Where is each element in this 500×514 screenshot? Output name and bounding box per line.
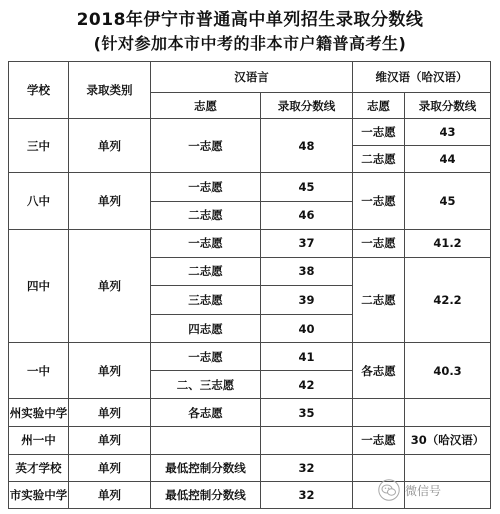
han-score-cell: 40: [261, 315, 353, 343]
category-cell: 单列: [69, 426, 151, 454]
han-score-cell: 41: [261, 343, 353, 371]
header-uyghur: 维汉语（哈汉语）: [353, 62, 491, 93]
han-wish-cell: [151, 426, 261, 454]
school-cell: 八中: [9, 173, 69, 229]
han-score-cell: 39: [261, 285, 353, 314]
han-score-cell: 48: [261, 119, 353, 173]
uy-wish-cell: 一志愿: [353, 426, 405, 454]
han-score-cell: 37: [261, 229, 353, 257]
han-score-cell: 35: [261, 399, 353, 426]
table-row: [9, 399, 491, 426]
school-cell: 三中: [9, 119, 69, 173]
table-row: [9, 229, 491, 257]
category-cell: 单列: [69, 173, 151, 229]
han-wish-cell: 二、三志愿: [151, 371, 261, 399]
header-han: 汉语言: [151, 62, 353, 93]
uy-wish-cell: 一志愿: [353, 229, 405, 257]
han-wish-cell: 一志愿: [151, 343, 261, 371]
uy-score-cell: 41.2: [405, 229, 491, 257]
school-cell: 州一中: [9, 426, 69, 454]
uy-wish-cell: 二志愿: [353, 257, 405, 342]
han-wish-cell: 四志愿: [151, 315, 261, 343]
uy-wish-cell: 一志愿: [353, 173, 405, 229]
uy-wish-cell: 一志愿: [353, 119, 405, 146]
category-cell: 单列: [69, 343, 151, 399]
wechat-icon: [378, 479, 400, 501]
school-cell: 州实验中学: [9, 399, 69, 426]
uy-score-cell: 43: [405, 119, 491, 146]
han-wish-cell: 二志愿: [151, 201, 261, 229]
uy-wish-cell: [353, 399, 405, 426]
page-subtitle: (针对参加本市中考的非本市户籍普高考生): [93, 34, 407, 53]
han-score-cell: 32: [261, 481, 353, 508]
table-row: [9, 343, 491, 371]
watermark-text: 微信号: [405, 483, 442, 498]
han-score-cell: [261, 426, 353, 454]
uy-score-cell: 42.2: [405, 257, 491, 342]
school-cell: 市实验中学: [9, 481, 69, 508]
cutoff-table: [8, 61, 491, 509]
header-uy-wish: 志愿: [353, 93, 405, 119]
han-score-cell: 42: [261, 371, 353, 399]
uy-score-cell: 45: [405, 173, 491, 229]
han-wish-cell: 一志愿: [151, 173, 261, 201]
wechat-watermark: [378, 478, 441, 502]
han-score-cell: 38: [261, 257, 353, 285]
uy-score-cell: 30（哈汉语）: [405, 426, 491, 454]
school-cell: 一中: [9, 343, 69, 399]
uy-wish-cell: 各志愿: [353, 343, 405, 399]
category-cell: 单列: [69, 229, 151, 343]
han-wish-cell: 一志愿: [151, 119, 261, 173]
uy-wish-cell: 二志愿: [353, 146, 405, 173]
category-cell: 单列: [69, 481, 151, 508]
category-cell: 单列: [69, 399, 151, 426]
uy-score-cell: 44: [405, 146, 491, 173]
han-wish-cell: 各志愿: [151, 399, 261, 426]
category-cell: 单列: [69, 454, 151, 481]
header-han-score: 录取分数线: [261, 93, 353, 119]
han-wish-cell: 三志愿: [151, 285, 261, 314]
uy-score-cell: 40.3: [405, 343, 491, 399]
han-wish-cell: 最低控制分数线: [151, 454, 261, 481]
uy-score-cell: [405, 399, 491, 426]
header-han-wish: 志愿: [151, 93, 261, 119]
header-category: 录取类别: [69, 62, 151, 119]
category-cell: 单列: [69, 119, 151, 173]
han-score-cell: 45: [261, 173, 353, 201]
title-block: [0, 0, 500, 56]
han-wish-cell: 最低控制分数线: [151, 481, 261, 508]
table-row: [9, 119, 491, 146]
table-row: [9, 426, 491, 454]
han-score-cell: 32: [261, 454, 353, 481]
page-title: 2018年伊宁市普通高中单列招生录取分数线: [76, 10, 424, 30]
header-uy-score: 录取分数线: [405, 93, 491, 119]
header-row-top: [9, 62, 491, 93]
table-row: [9, 173, 491, 201]
han-wish-cell: 二志愿: [151, 257, 261, 285]
han-wish-cell: 一志愿: [151, 229, 261, 257]
school-cell: 英才学校: [9, 454, 69, 481]
header-school: 学校: [9, 62, 69, 119]
school-cell: 四中: [9, 229, 69, 343]
han-score-cell: 46: [261, 201, 353, 229]
